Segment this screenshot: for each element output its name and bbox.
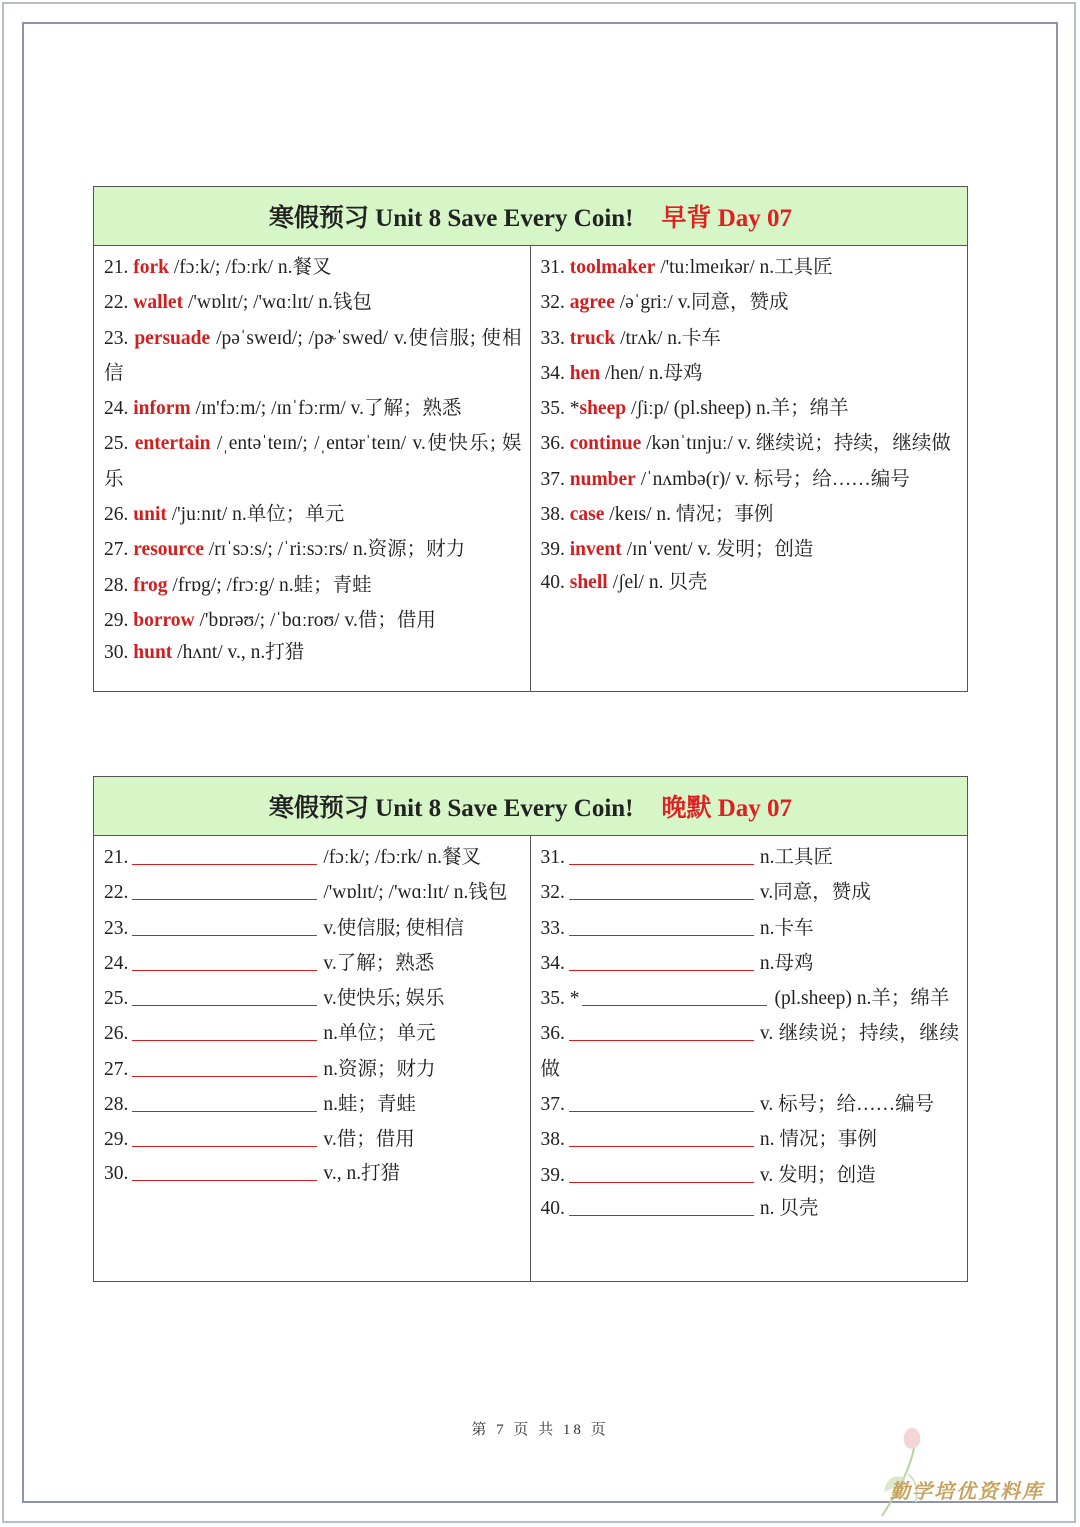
- vocab-item: 40. shell /ʃel/ n. 贝壳: [540, 571, 708, 593]
- dictation-item: 25. v.使快乐; 娱乐: [104, 981, 522, 1016]
- dictation-item: 27. n.资源；财力: [104, 1052, 522, 1087]
- vocab-item: 21. fork /fɔːk/; /fɔːrk/ n.餐叉: [104, 257, 332, 278]
- evening-dictation-table: [93, 776, 968, 1282]
- answer-blank[interactable]: [569, 877, 754, 900]
- vocab-item: 29. borrow /'bɒrəʊ/; /ˈbɑːroʊ/ v.借；借用: [104, 609, 436, 631]
- evening-left-column: [94, 836, 531, 1282]
- dictation-item: 29. v.借；借用: [104, 1122, 522, 1157]
- answer-blank[interactable]: [132, 1054, 317, 1077]
- answer-blank[interactable]: [132, 913, 317, 936]
- watermark-text: 勤学培优资料库: [890, 1481, 1044, 1503]
- answer-blank[interactable]: [582, 983, 767, 1006]
- vocab-item: 26. unit /'juːnɪt/ n.单位；单元: [104, 504, 345, 526]
- dictation-item: 35. * (pl.sheep) n.羊；绵羊: [541, 981, 960, 1016]
- vocab-item: 37. number /ˈnʌmbə(r)/ v. 标号；给……编号: [540, 468, 910, 490]
- dictation-item: 38. n. 情况；事例: [541, 1122, 960, 1157]
- answer-blank[interactable]: [132, 1124, 317, 1147]
- vocab-item: 27. resource /rɪˈsɔːs/; /ˈriːsɔːrs/ n.资源；财力: [104, 539, 466, 561]
- dictation-item: 22. /'wɒlɪt/; /'wɑːlɪt/ n.钱包: [104, 875, 522, 910]
- dictation-item: 28. n.蛙；青蛙: [104, 1087, 522, 1122]
- vocab-item: 33. truck /trʌk/ n.卡车: [540, 327, 721, 349]
- dictation-item: 24. v.了解；熟悉: [104, 946, 522, 981]
- answer-blank[interactable]: [132, 1018, 317, 1041]
- vocab-item: 25. entertain /ˌentəˈteɪn/; /ˌentərˈteɪn/ v.使快乐; 娱乐: [104, 433, 522, 490]
- vocab-item: 35. *sheep /ʃiːp/ (pl.sheep) n.羊；绵羊: [540, 398, 849, 420]
- morning-title: 寒假预习 Unit 8 Save Every Coin!: [268, 205, 634, 232]
- answer-blank[interactable]: [132, 1089, 317, 1112]
- dictation-item: 33. n.卡车: [541, 911, 960, 946]
- page-number: 第 7 页 共 18 页: [471, 1422, 609, 1438]
- dictation-item: 36. v. 继续说；持续，继续做: [541, 1016, 960, 1087]
- dictation-item: 26. n.单位；单元: [104, 1016, 522, 1051]
- morning-left-column: [94, 246, 531, 692]
- dictation-item: 31. n.工具匠: [541, 840, 960, 875]
- morning-day-tag: 早背 Day 07: [661, 205, 793, 232]
- answer-blank[interactable]: [569, 1018, 754, 1041]
- evening-table-header: [94, 777, 967, 836]
- answer-blank[interactable]: [569, 913, 754, 936]
- vocab-item: 32. agree /əˈgriː/ v.同意，赞成: [540, 292, 789, 314]
- vocab-item: 34. hen /hen/ n.母鸡: [540, 362, 703, 384]
- morning-right-column: [531, 246, 968, 692]
- answer-blank[interactable]: [132, 983, 317, 1006]
- dictation-item: 23. v.使信服; 使相信: [104, 911, 522, 946]
- vocab-item: 24. inform /ɪn'fɔːm/; /ɪnˈfɔːrm/ v.了解；熟悉: [104, 398, 462, 420]
- morning-table-header: [94, 187, 967, 246]
- vocab-item: 30. hunt /hʌnt/ v., n.打猎: [104, 642, 305, 664]
- dictation-item: 34. n.母鸡: [541, 946, 960, 981]
- morning-vocab-table: [93, 186, 968, 692]
- dictation-item: 21. /fɔːk/; /fɔːrk/ n.餐叉: [104, 840, 522, 875]
- answer-blank[interactable]: [569, 1160, 754, 1183]
- vocab-item: 23. persuade /pəˈsweɪd/; /pɚˈswed/ v.使信服; 使相信: [104, 327, 522, 384]
- answer-blank[interactable]: [569, 1193, 754, 1216]
- answer-blank[interactable]: [569, 1089, 754, 1112]
- answer-blank[interactable]: [132, 877, 317, 900]
- dictation-item: 32. v.同意，赞成: [541, 875, 960, 910]
- vocab-item: 31. toolmaker /'tuːlmeɪkər/ n.工具匠: [540, 257, 833, 278]
- answer-blank[interactable]: [132, 948, 317, 971]
- answer-blank[interactable]: [132, 842, 317, 865]
- answer-blank[interactable]: [569, 948, 754, 971]
- vocab-item: 28. frog /frɒg/; /frɔːg/ n.蛙；青蛙: [104, 574, 372, 596]
- vocab-item: 38. case /keɪs/ n. 情况；事例: [540, 504, 774, 526]
- evening-title: 寒假预习 Unit 8 Save Every Coin!: [268, 795, 634, 822]
- dictation-item: 39. v. 发明；创造: [541, 1158, 960, 1193]
- vocab-item: 36. continue /kənˈtɪnjuː/ v. 继续说；持续，继续做: [540, 433, 951, 455]
- evening-day-tag: 晚默 Day 07: [661, 795, 793, 822]
- dictation-item: 30. v., n.打猎: [104, 1158, 522, 1189]
- vocab-item: 39. invent /ɪnˈvent/ v. 发明；创造: [540, 539, 814, 561]
- dictation-item: 37. v. 标号；给……编号: [541, 1087, 960, 1122]
- evening-right-column: [531, 836, 968, 1282]
- answer-blank[interactable]: [132, 1158, 317, 1181]
- answer-blank[interactable]: [569, 1124, 754, 1147]
- vocab-item: 22. wallet /'wɒlɪt/; /'wɑːlɪt/ n.钱包: [104, 292, 372, 314]
- answer-blank[interactable]: [569, 842, 754, 865]
- dictation-item: 40. n. 贝壳: [541, 1193, 960, 1224]
